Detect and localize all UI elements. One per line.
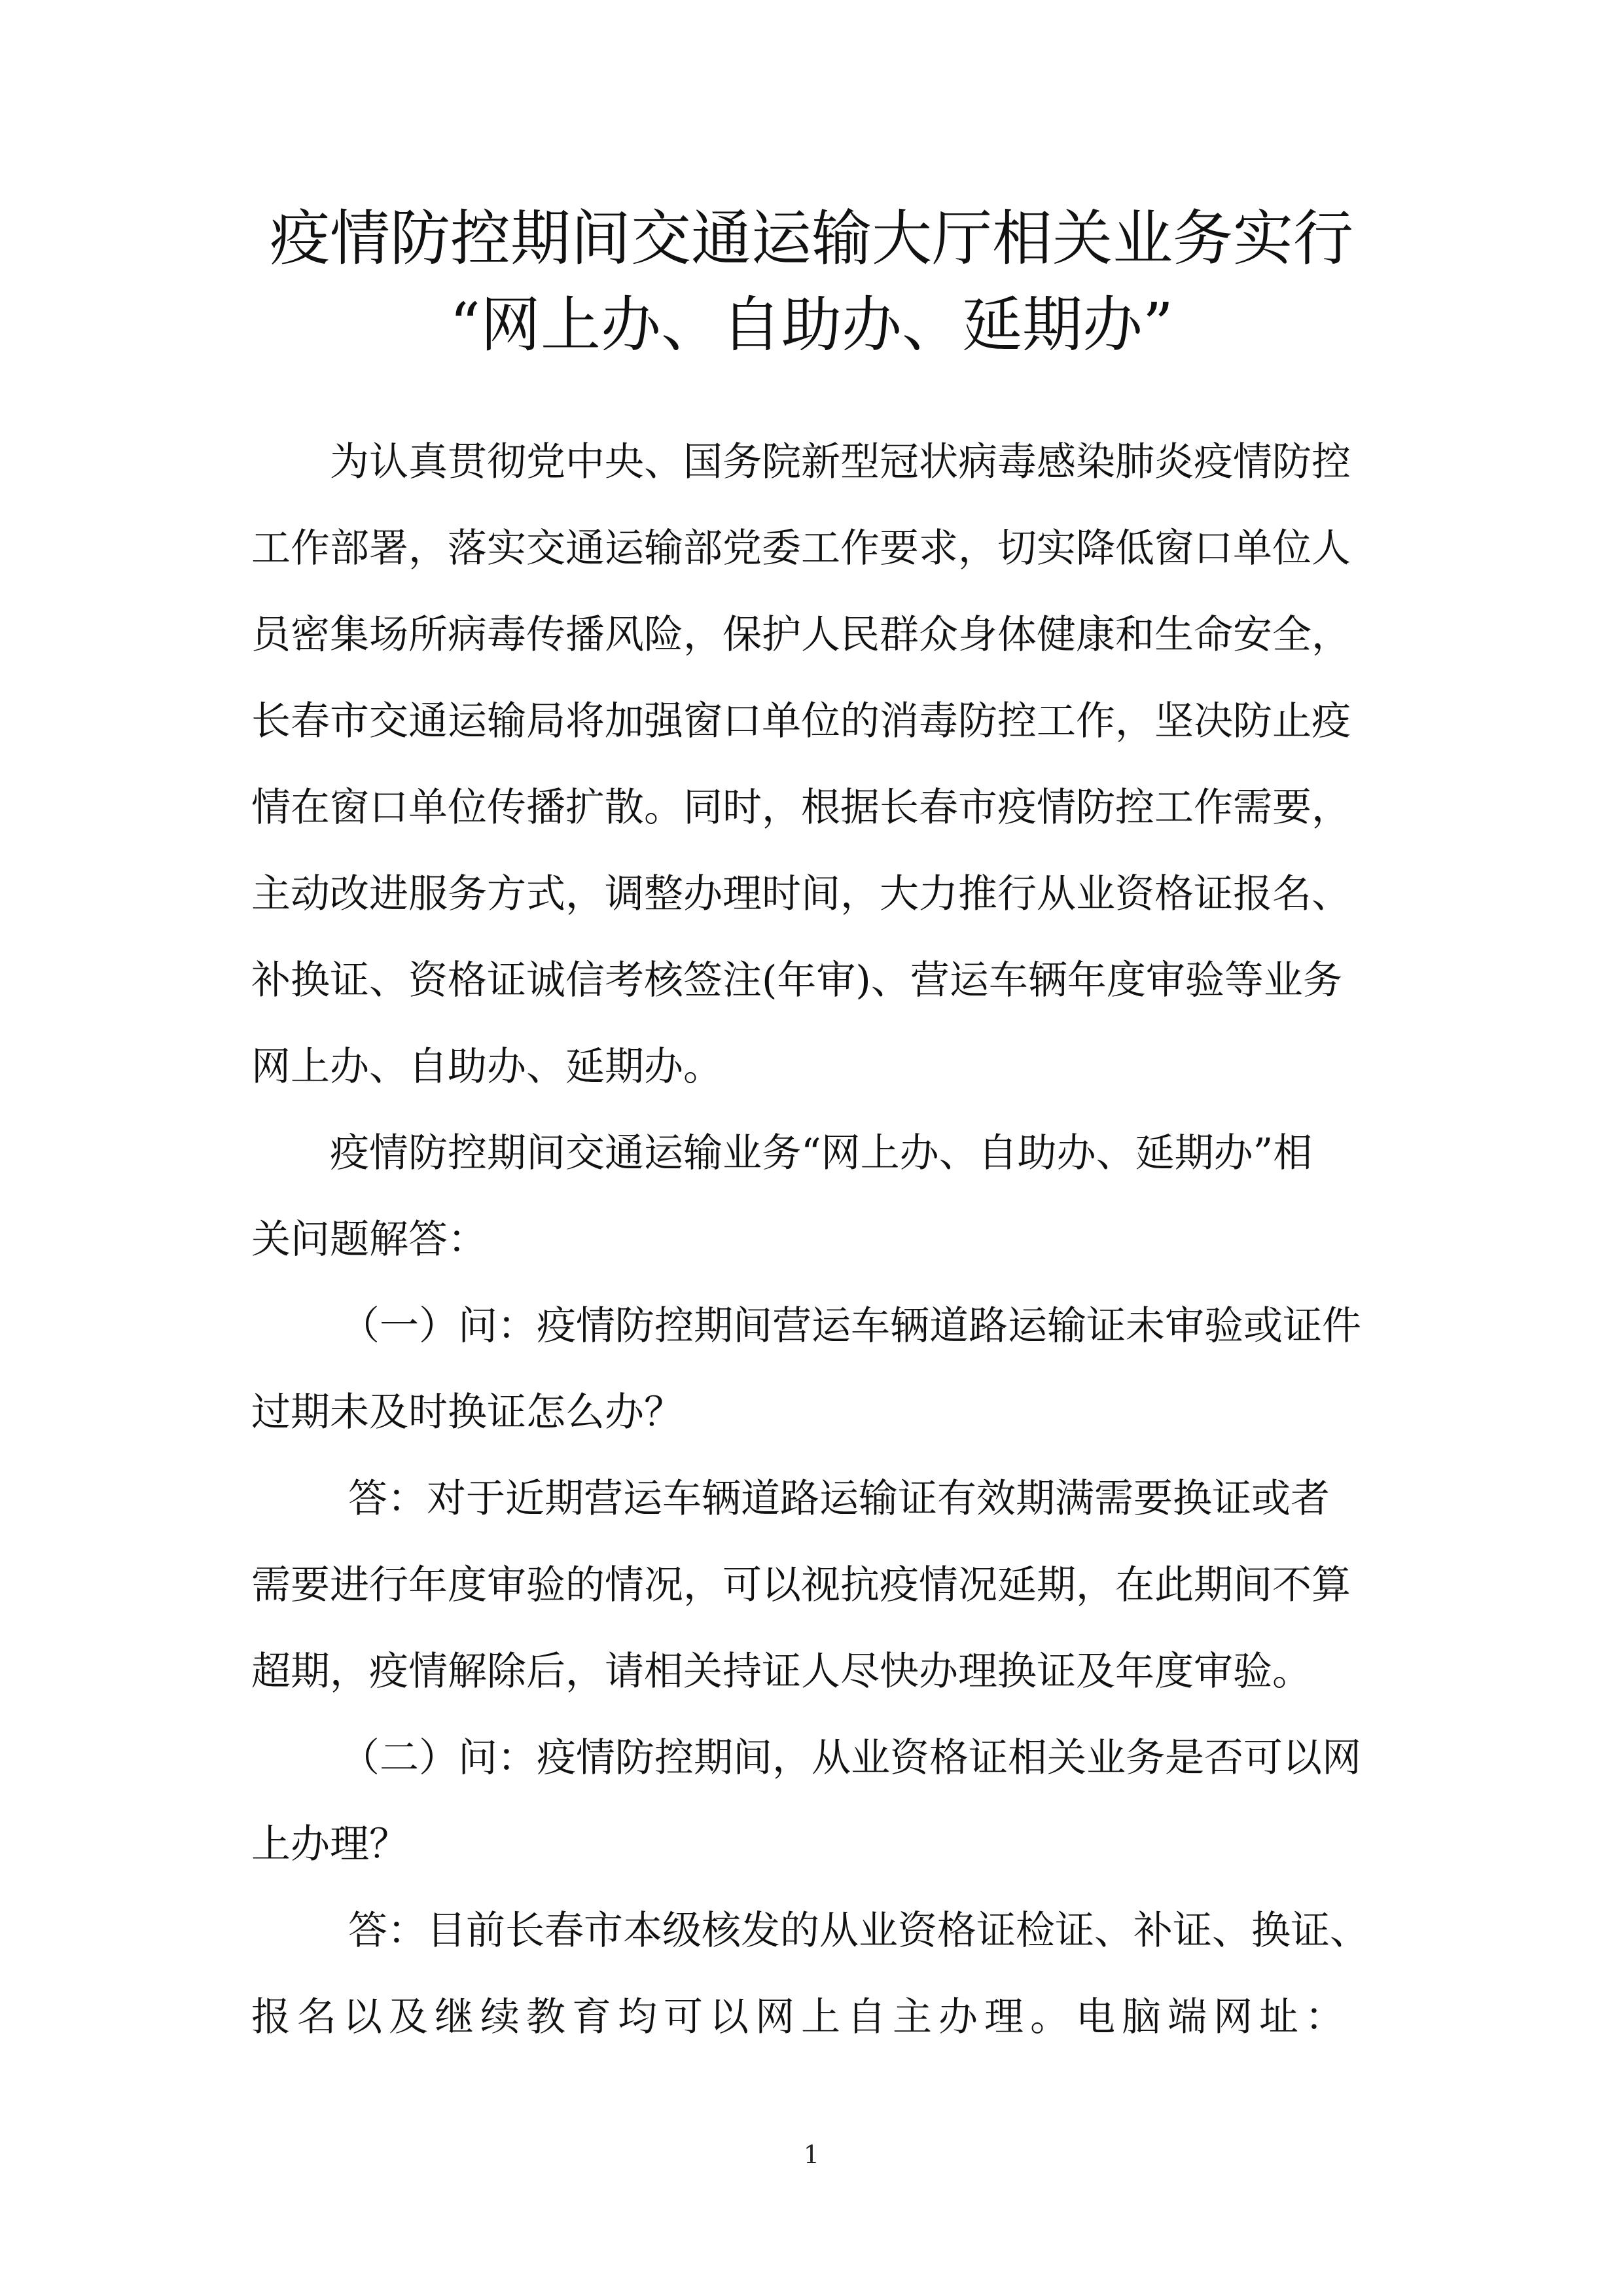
document-title-line-1: 疫情防控期间交通运输大厅相关业务实行	[269, 204, 1353, 274]
paragraph-line: 主动改进服务方式，调整办理时间，大力推行从业资格证报名、	[251, 871, 1351, 917]
paragraph-line: 超期，疫情解除后，请相关持证人尽快办理换证及年度审验。	[251, 1649, 1311, 1695]
paragraph-line: 工作部署，落实交通运输部党委工作要求，切实降低窗口单位人	[251, 526, 1351, 571]
paragraph-line: 需要进行年度审验的情况，可以视抗疫情况延期，在此期间不算	[251, 1562, 1351, 1608]
paragraph-line: （二）问：疫情防控期间，从业资格证相关业务是否可以网	[340, 1735, 1361, 1781]
answer-2	[251, 1888, 1380, 2060]
paragraph-line: 疫情防控期间交通运输业务“网上办、自助办、延期办”相	[330, 1130, 1313, 1176]
document-title-line-2: “网上办、自助办、延期办”	[449, 290, 1174, 360]
paragraph-line: （一）问：疫情防控期间营运车辆道路运输证未审验或证件	[340, 1303, 1361, 1349]
paragraph-line: 网上办、自助办、延期办。	[251, 1044, 722, 1090]
paragraph-faq-intro	[251, 1110, 1380, 1283]
paragraph-line: 答：对于近期营运车辆道路运输证有效期满需要换证或者	[348, 1476, 1330, 1522]
paragraph-line: 员密集场所病毒传播风险，保护人民群众身体健康和生命安全，	[251, 612, 1351, 658]
answer-1	[251, 1456, 1380, 1715]
paragraph-line: 为认真贯彻党中央、国务院新型冠状病毒感染肺炎疫情防控	[330, 439, 1351, 485]
paragraph-line: 报名以及继续教育均可以网上自主办理。电脑端网址：	[251, 1994, 1351, 2040]
paragraph-line: 情在窗口单位传播扩散。同时，根据长春市疫情防控工作需要，	[251, 785, 1351, 831]
paragraph-line: 长春市交通运输局将加强窗口单位的消毒防控工作，坚决防止疫	[251, 698, 1351, 744]
paragraph-line: 答：目前长春市本级核发的从业资格证检证、补证、换证、	[348, 1908, 1369, 1954]
question-2	[251, 1715, 1380, 1888]
page-number: 1	[803, 2140, 820, 2169]
paragraph-line: 上办理？	[251, 1821, 408, 1867]
paragraph-intro	[251, 419, 1380, 1110]
question-1	[251, 1283, 1380, 1456]
paragraph-line: 关问题解答：	[251, 1217, 487, 1263]
paragraph-line: 补换证、资格证诚信考核签注(年审)、营运车辆年度审验等业务	[251, 958, 1342, 1003]
paragraph-line: 过期未及时换证怎么办？	[251, 1390, 683, 1435]
